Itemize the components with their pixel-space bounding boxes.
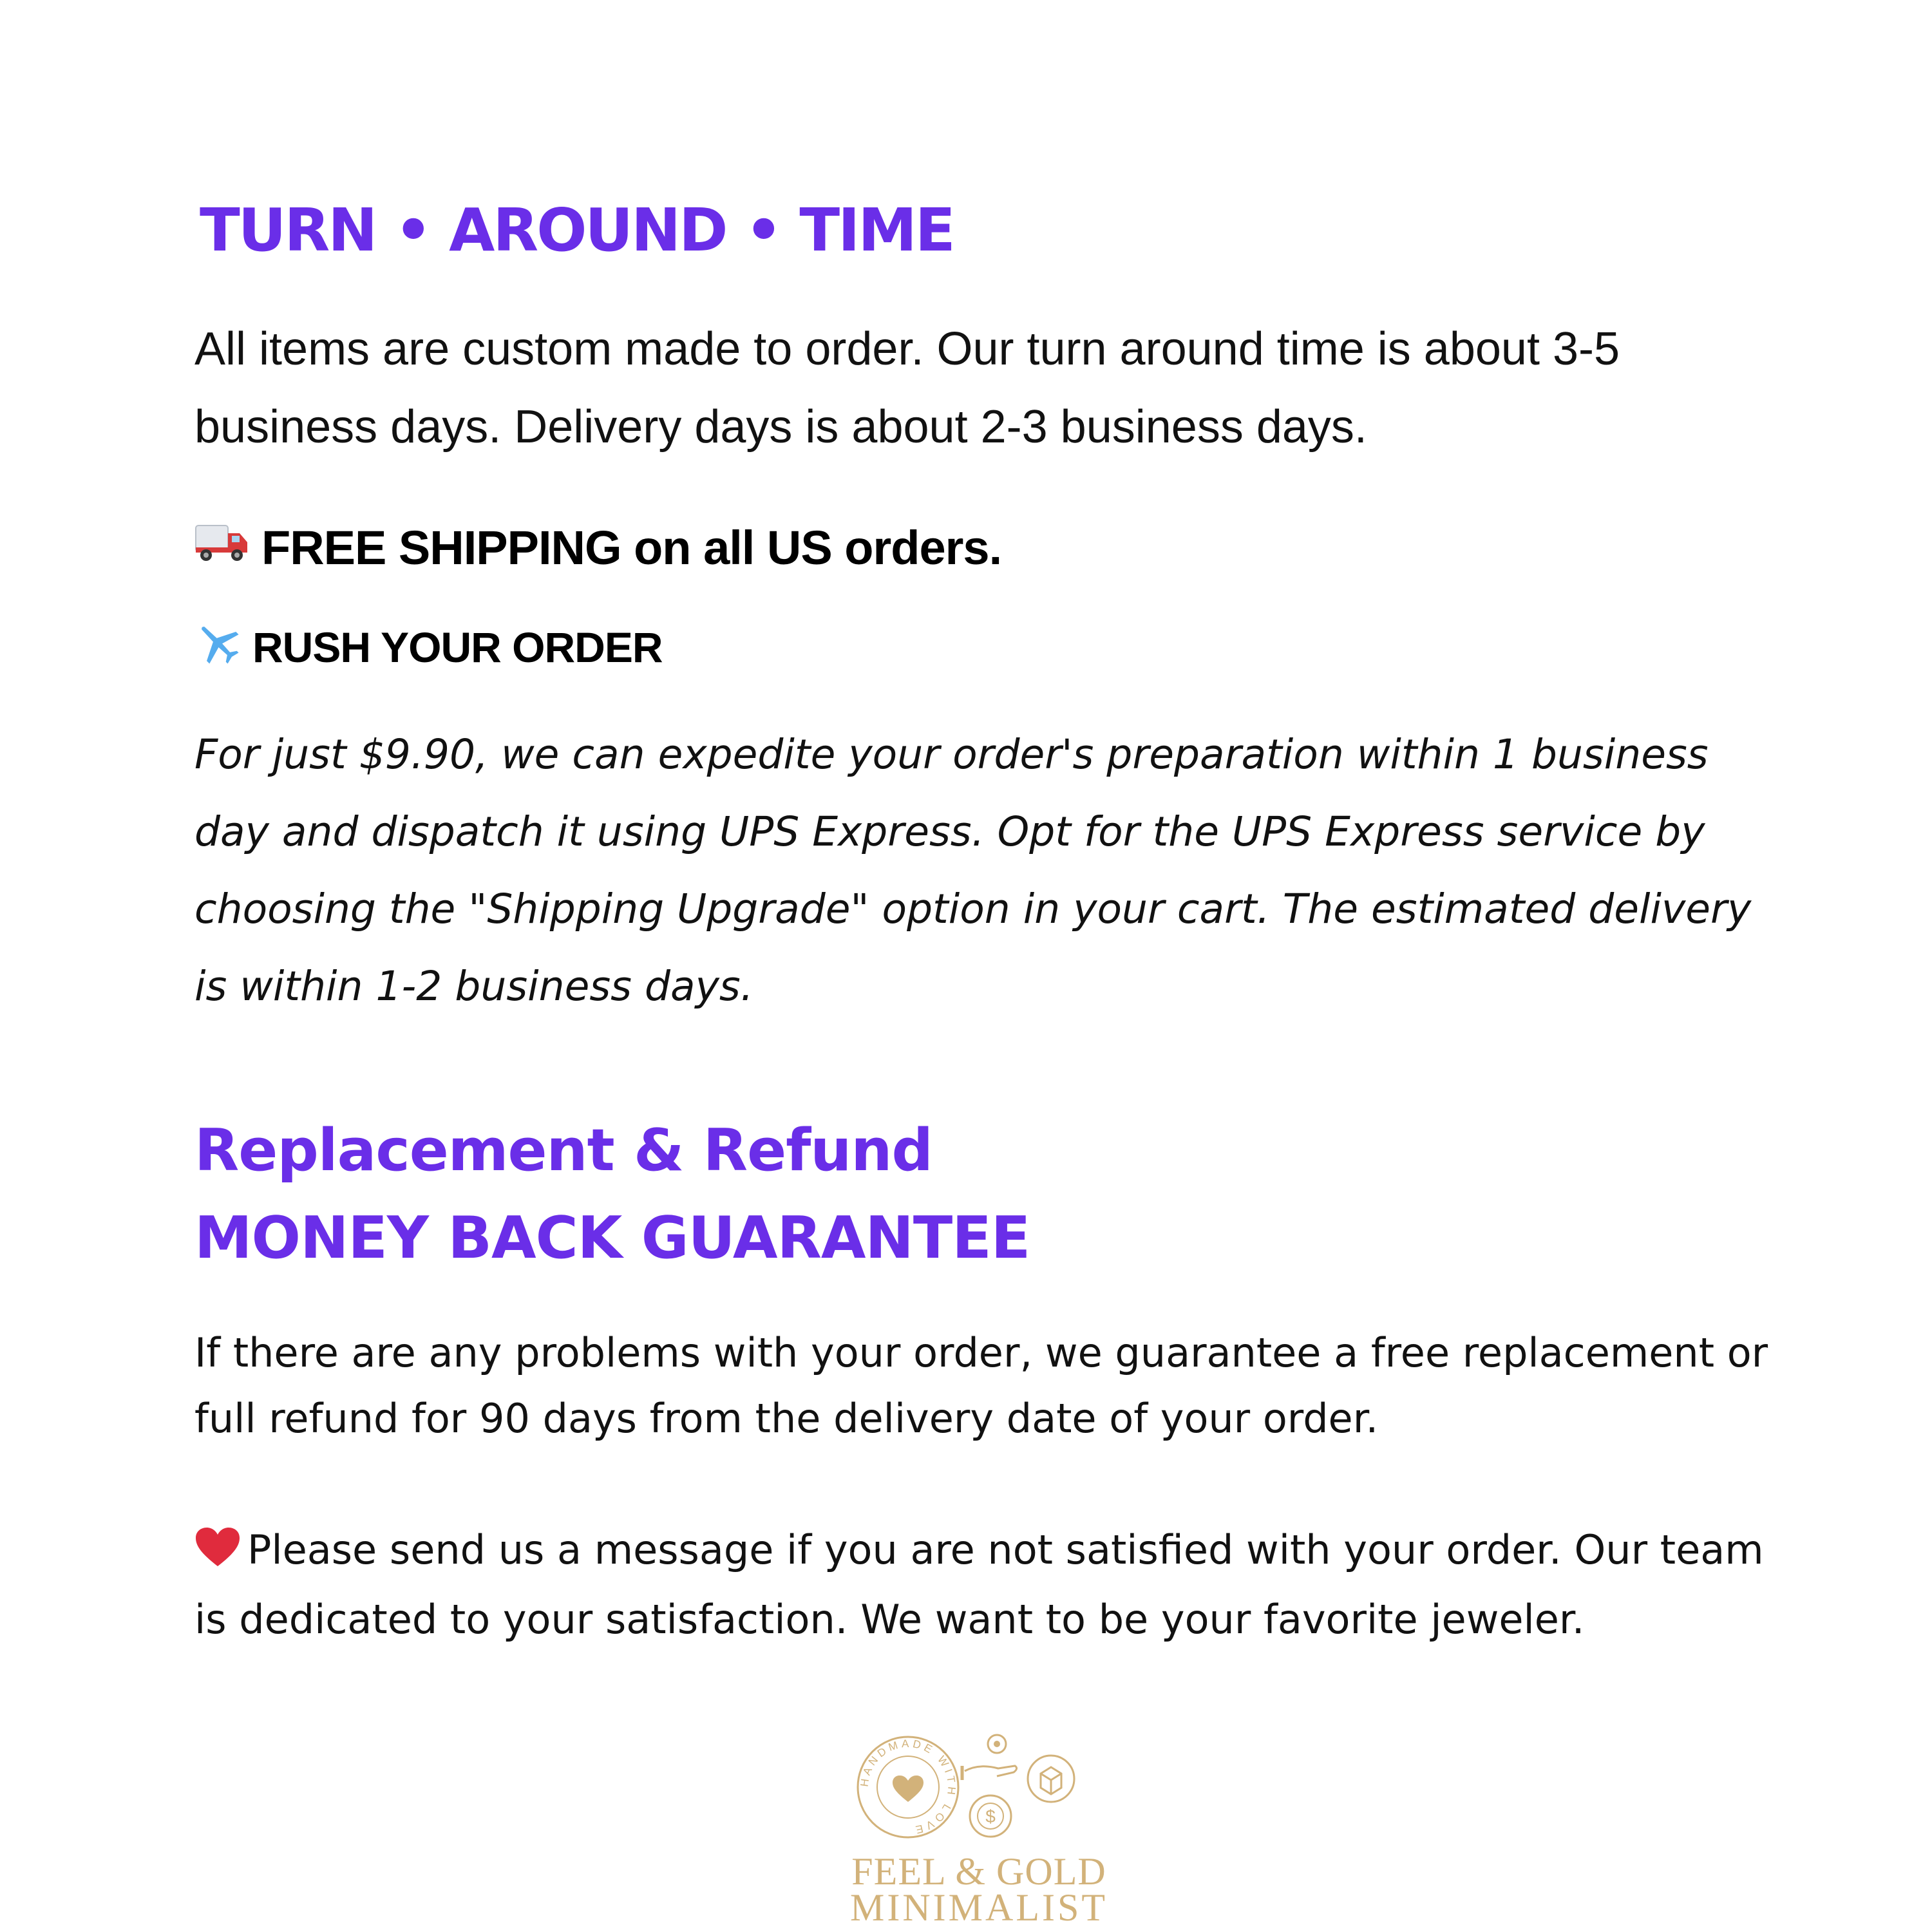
free-shipping-line [194, 515, 1001, 580]
turnaround-description: All items are custom made to order. Our turn around time is about 3-5 business days. Delivery days is about 2-3 business days. [194, 323, 1620, 453]
logo-brand-subtitle: MINIMALIST [850, 1886, 1108, 1929]
guarantee-title: MONEY BACK GUARANTEE [194, 1204, 1030, 1272]
rush-order-heading [194, 618, 663, 676]
rush-order-text: RUSH YOUR ORDER [252, 623, 663, 671]
brand-logo [850, 1726, 1108, 1929]
free-shipping-text: FREE SHIPPING on all US orders. [261, 520, 1002, 574]
logo-badge-text: HANDMADE WITH LOVE [858, 1737, 958, 1837]
refund-description: If there are any problems with your order, we guarantee a free replacement or full refund for 90 days from the delivery date of your order. [194, 1329, 1768, 1442]
refund-title: Replacement & Refund [194, 1117, 933, 1184]
satisfaction-message [194, 1517, 1766, 1653]
turnaround-title: TURN • AROUND • TIME [200, 196, 954, 265]
logo-brand-name: FEEL & GOLD [851, 1850, 1106, 1893]
airplane-icon [194, 620, 241, 676]
logo-graphic [850, 1726, 1108, 1848]
rush-order-description: For just $9.90, we can expedite your order's preparation within 1 business day and dispatch it using UPS Express. Opt for the UPS Express service by choosing the "Shipping Upgrade" option in your cart. The estimated delivery is within 1-2 business days. [194, 731, 1752, 1010]
svg-text:$: $ [985, 1806, 996, 1826]
truck-icon [194, 520, 250, 575]
heart-icon [194, 1521, 241, 1587]
satisfaction-message-text: Please send us a message if you are not satisfied with your order. Our team is dedicated to your satisfaction. We want to be your favorite jeweler. [194, 1526, 1764, 1643]
